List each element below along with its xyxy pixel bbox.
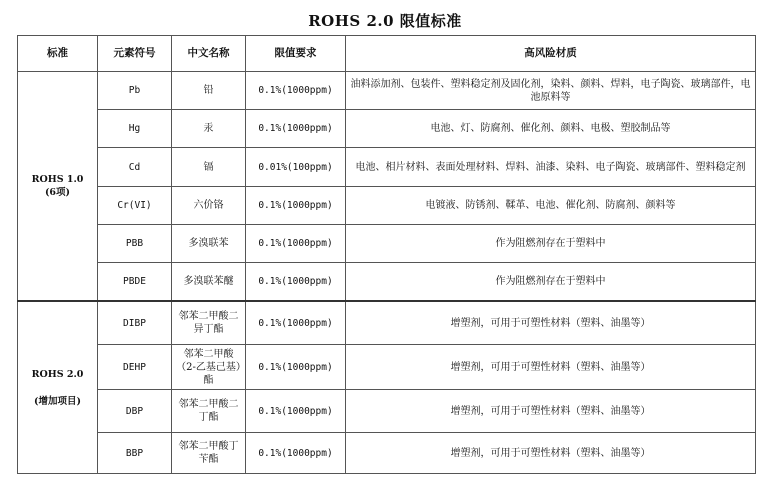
element-symbol: DEHP: [98, 345, 172, 390]
header-high-risk-materials: 高风险材质: [346, 36, 756, 72]
high-risk-materials: 作为阻燃剂存在于塑料中: [346, 263, 756, 302]
limit-value: 0.1%(1000ppm): [246, 187, 346, 225]
element-name: 多溴联苯醚: [172, 263, 246, 302]
high-risk-materials: 增塑剂，可用于可塑性材料（塑料、油墨等）: [346, 301, 756, 345]
limit-value: 0.01%(100ppm): [246, 148, 346, 187]
element-symbol: DIBP: [98, 301, 172, 345]
high-risk-materials: 油料添加剂、包装件、塑料稳定剂及固化剂，染料、颜料、焊料，电子陶瓷、玻璃部件，电池原料等: [346, 72, 756, 110]
limit-value: 0.1%(1000ppm): [246, 433, 346, 474]
element-name: 邻苯二甲酸（2-乙基己基）酯: [172, 345, 246, 390]
header-limit: 限值要求: [246, 36, 346, 72]
limit-value: 0.1%(1000ppm): [246, 110, 346, 148]
table-row: [18, 187, 756, 225]
table-row: [18, 390, 756, 433]
table-row: [18, 433, 756, 474]
high-risk-materials: 电池、灯、防腐剂、催化剂、颜料、电极、塑胶制品等: [346, 110, 756, 148]
element-name: 邻苯二甲酸二异丁酯: [172, 301, 246, 345]
group-label-line1: ROHS 1.0: [31, 174, 84, 185]
group-label-rohs1: [18, 72, 98, 302]
limit-value: 0.1%(1000ppm): [246, 225, 346, 263]
rohs-limits-table: [17, 35, 756, 474]
element-name: 多溴联苯: [172, 225, 246, 263]
limit-value: 0.1%(1000ppm): [246, 301, 346, 345]
element-symbol: Cd: [98, 148, 172, 187]
high-risk-materials: 增塑剂，可用于可塑性材料（塑料、油墨等）: [346, 390, 756, 433]
element-name: 汞: [172, 110, 246, 148]
table-row: [18, 110, 756, 148]
element-symbol: PBDE: [98, 263, 172, 302]
element-symbol: Cr(VI): [98, 187, 172, 225]
high-risk-materials: 增塑剂，可用于可塑性材料（塑料、油墨等）: [346, 345, 756, 390]
header-symbol: 元素符号: [98, 36, 172, 72]
element-name: 镉: [172, 148, 246, 187]
table-row: [18, 148, 756, 187]
table-row: [18, 301, 756, 345]
element-symbol: DBP: [98, 390, 172, 433]
high-risk-materials: 电镀液、防锈剂、鞣革、电池、催化剂、防腐剂、颜料等: [346, 187, 756, 225]
limit-value: 0.1%(1000ppm): [246, 263, 346, 302]
table-row: [18, 72, 756, 110]
high-risk-materials: 增塑剂，可用于可塑性材料（塑料、油墨等）: [346, 433, 756, 474]
table-header-row: [18, 36, 756, 72]
group-label-line1: ROHS 2.0: [31, 368, 84, 380]
high-risk-materials: 作为阻燃剂存在于塑料中: [346, 225, 756, 263]
element-symbol: BBP: [98, 433, 172, 474]
header-chinese-name: 中文名称: [172, 36, 246, 72]
group-label-line2: (增加项目): [34, 395, 81, 407]
header-standard: 标准: [18, 36, 98, 72]
element-symbol: Hg: [98, 110, 172, 148]
element-name: 六价铬: [172, 187, 246, 225]
table-row: [18, 225, 756, 263]
group-label-rohs2: [18, 301, 98, 474]
limit-value: 0.1%(1000ppm): [246, 390, 346, 433]
element-symbol: PBB: [98, 225, 172, 263]
page-title: ROHS 2.0 限值标准: [308, 12, 462, 30]
group-label-line2: (6项): [44, 187, 71, 198]
table-row: [18, 345, 756, 390]
element-name: 铅: [172, 72, 246, 110]
limit-value: 0.1%(1000ppm): [246, 345, 346, 390]
element-symbol: Pb: [98, 72, 172, 110]
high-risk-materials: 电池、相片材料、表面处理材料、焊料、油漆、染料、电子陶瓷、玻璃部件、塑料稳定剂: [346, 148, 756, 187]
element-name: 邻苯二甲酸二丁酯: [172, 390, 246, 433]
element-name: 邻苯二甲酸丁苄酯: [172, 433, 246, 474]
limit-value: 0.1%(1000ppm): [246, 72, 346, 110]
table-row: [18, 263, 756, 302]
